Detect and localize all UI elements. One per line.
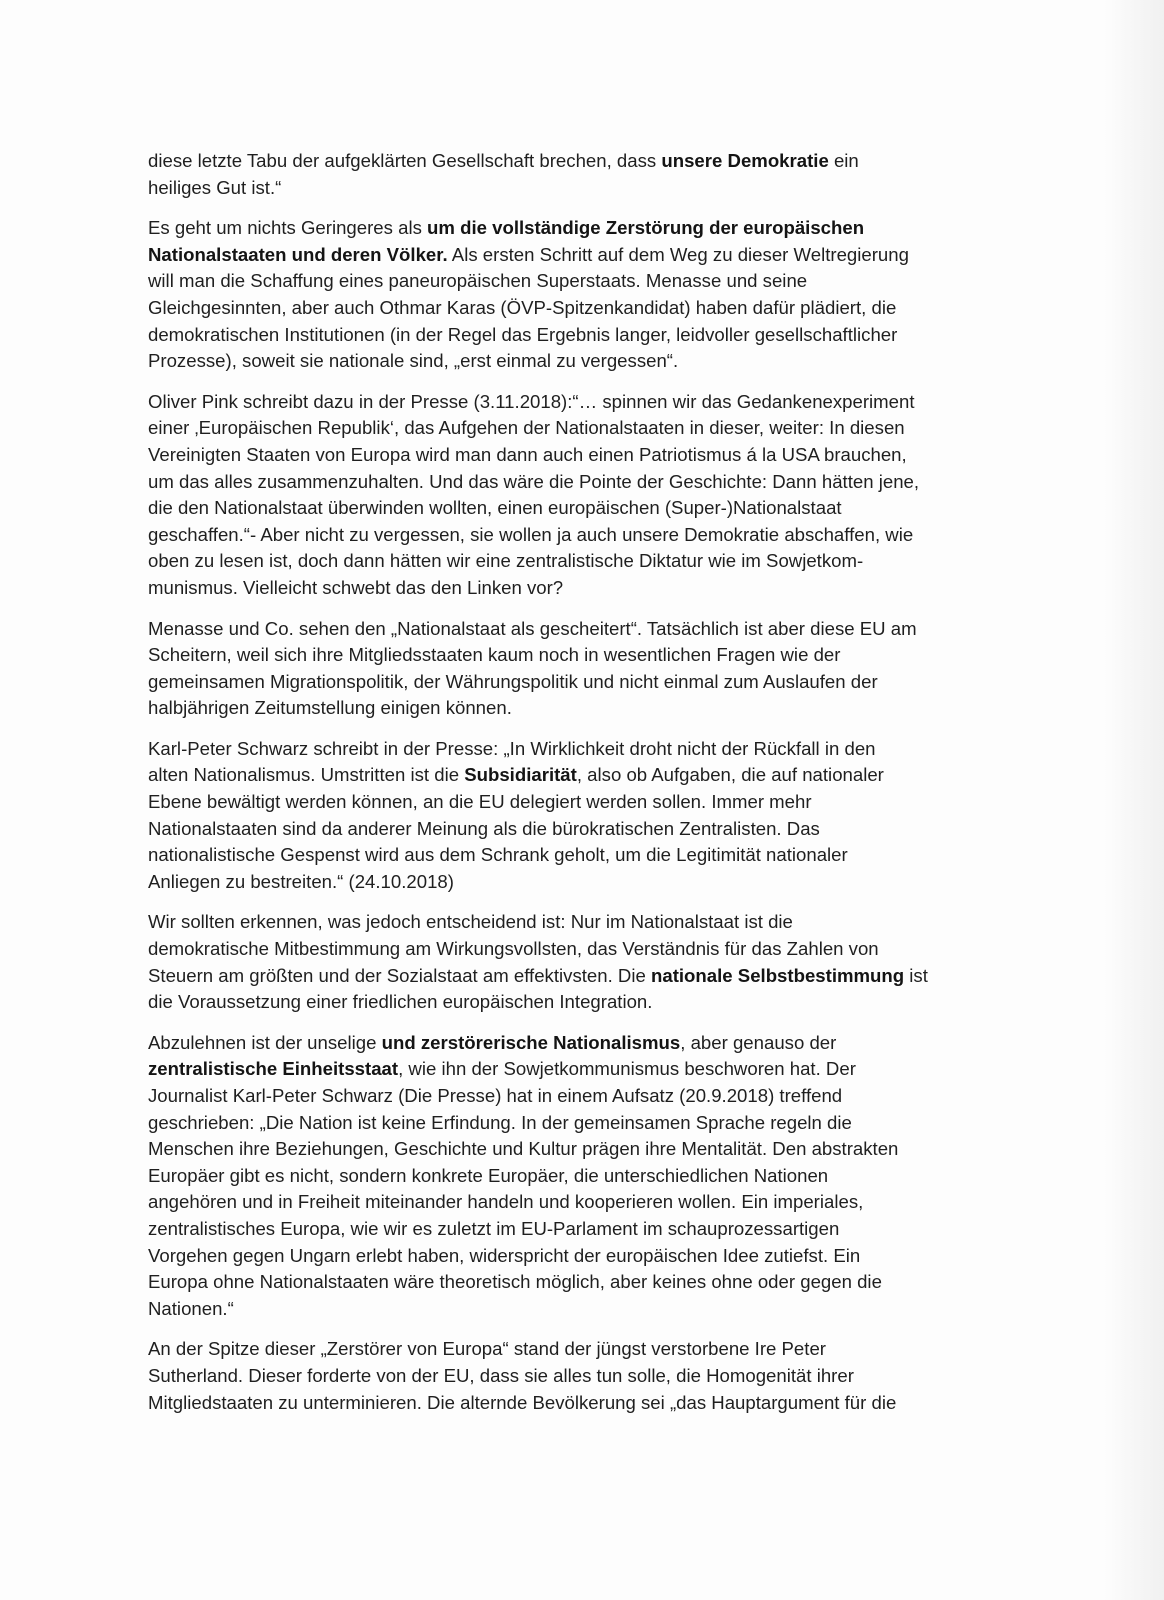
- text-line: [148, 175, 988, 202]
- text-line: [148, 1216, 988, 1243]
- text-segment: , wie ihn der Sowjetkommunismus beschworen hat. Der: [398, 1058, 856, 1080]
- text-segment: angehören und in Freiheit miteinander handeln und kooperieren wollen. Ein imperiales,: [148, 1191, 864, 1213]
- text-segment: Vereinigten Staaten von Europa wird man dann auch einen Patriotismus á la USA brauchen,: [148, 443, 907, 465]
- paragraph: [148, 389, 988, 602]
- text-segment: die den Nationalstaat überwinden wollten, einen europäischen (Super-)Nationalstaat: [148, 497, 842, 519]
- text-segment: alten Nationalismus. Umstritten ist die: [148, 764, 465, 786]
- text-segment: Menschen ihre Beziehungen, Geschichte und Kultur prägen ihre Mentalität. Den abstrakten: [148, 1138, 899, 1160]
- text-line: [148, 989, 988, 1016]
- document-page: [148, 148, 988, 1430]
- text-segment: einer ‚Europäischen Republik‘, das Aufgehen der Nationalstaaten in dieser, weiter: In diesen: [148, 417, 905, 439]
- text-line: [148, 762, 988, 789]
- text-segment: heiliges Gut ist.“: [148, 176, 282, 198]
- text-segment: die Voraussetzung einer friedlichen europäischen Integration.: [148, 991, 653, 1013]
- text-line: [148, 1269, 988, 1296]
- text-line: [148, 669, 988, 696]
- text-segment: Gleichgesinnten, aber auch Othmar Karas (ÖVP-Spitzenkandidat) haben dafür plädiert, die: [148, 296, 897, 318]
- text-segment: demokratische Mitbestimmung am Wirkungsvollsten, das Verständnis für das Zahlen von: [148, 938, 879, 960]
- bold-text: unsere Demokratie: [661, 150, 829, 171]
- text-line: [148, 1189, 988, 1216]
- text-segment: demokratischen Institutionen (in der Regel das Ergebnis langer, leidvoller gesellschaftlicher: [148, 323, 898, 345]
- text-segment: Nationalstaaten sind da anderer Meinung als die bürokratischen Zentralisten. Das: [148, 817, 820, 839]
- text-segment: Menasse und Co. sehen den „Nationalstaat als gescheitert“. Tatsächlich ist aber diese EU am: [148, 617, 917, 639]
- text-line: [148, 842, 988, 869]
- text-segment: diese letzte Tabu der aufgeklärten Gesellschaft brechen, dass: [148, 150, 662, 171]
- text-segment: Anliegen zu bestreiten.“ (24.10.2018): [148, 870, 454, 892]
- text-line: [148, 1056, 988, 1083]
- text-line: [148, 322, 988, 349]
- text-segment: Steuern am größten und der Sozialstaat am effektivsten. Die: [148, 964, 651, 986]
- paragraph: [148, 148, 988, 201]
- paragraph: [148, 616, 988, 722]
- paragraph: [148, 736, 988, 896]
- text-segment: , aber genauso der: [680, 1031, 837, 1053]
- text-line: [148, 1030, 988, 1057]
- paragraph: [148, 909, 988, 1015]
- paragraph: [148, 215, 988, 375]
- text-line: [148, 1296, 988, 1323]
- text-line: [148, 415, 988, 442]
- text-line: [148, 469, 988, 496]
- text-line: [148, 1363, 988, 1390]
- bold-text: Nationalstaaten und deren Völker.: [148, 243, 448, 265]
- paragraph: [148, 1336, 988, 1416]
- text-segment: Oliver Pink schreibt dazu in der Presse (3.11.2018):“… spinnen wir das Gedankenexperiment: [148, 390, 915, 412]
- text-segment: Karl-Peter Schwarz schreibt in der Presse: „In Wirklichkeit droht nicht der Rückfall in den: [148, 737, 876, 759]
- text-segment: Mitgliedstaaten zu unterminieren. Die alternde Bevölkerung sei „das Hauptargument für die: [148, 1391, 897, 1413]
- text-line: [148, 268, 988, 295]
- text-line: [148, 1336, 988, 1363]
- text-line: [148, 1390, 988, 1417]
- text-line: [148, 1110, 988, 1137]
- text-line: [148, 963, 988, 990]
- text-segment: An der Spitze dieser „Zerstörer von Europa“ stand der jüngst verstorbene Ire Peter: [148, 1338, 826, 1360]
- text-line: [148, 495, 988, 522]
- text-line: [148, 348, 988, 375]
- text-segment: zentralistisches Europa, wie wir es zuletzt im EU-Parlament im schauprozessartigen: [148, 1217, 840, 1239]
- text-segment: Journalist Karl-Peter Schwarz (Die Presse) hat in einem Aufsatz (20.9.2018) treffend: [148, 1085, 843, 1106]
- bold-text: und zerstörerische Nationalismus: [381, 1031, 681, 1053]
- text-segment: Europäer gibt es nicht, sondern konkrete Europäer, die unterschiedlichen Nationen: [148, 1164, 829, 1186]
- text-segment: Vorgehen gegen Ungarn erlebt haben, widerspricht der europäischen Idee zutiefst. Ein: [148, 1244, 861, 1266]
- text-segment: munismus. Vielleicht schwebt das den Linken vor?: [148, 576, 564, 598]
- text-line: [148, 389, 988, 416]
- text-line: [148, 1136, 988, 1163]
- text-segment: gemeinsamen Migrationspolitik, der Währungspolitik und nicht einmal zum Auslaufen der: [148, 670, 878, 692]
- text-line: [148, 616, 988, 643]
- text-line: [148, 575, 988, 602]
- text-line: [148, 909, 988, 936]
- text-line: [148, 936, 988, 963]
- text-segment: Europa ohne Nationalstaaten wäre theoretisch möglich, aber keines ohne oder gegen die: [148, 1271, 882, 1293]
- text-line: [148, 522, 988, 549]
- text-segment: nationalistische Gespenst wird aus dem Schrank geholt, um die Legitimität nationaler: [148, 844, 848, 866]
- text-line: [148, 642, 988, 669]
- text-segment: Es geht um nichts Geringeres als: [148, 217, 428, 239]
- scan-edge-shadow: [1104, 0, 1164, 1600]
- text-line: [148, 816, 988, 843]
- bold-text: nationale Selbstbestimmung: [651, 964, 905, 986]
- text-line: [148, 215, 988, 242]
- text-line: [148, 242, 988, 269]
- text-segment: Abzulehnen ist der unselige: [148, 1031, 382, 1053]
- text-line: [148, 442, 988, 469]
- text-line: [148, 1083, 988, 1110]
- paragraph: [148, 1030, 988, 1323]
- text-segment: um das alles zusammenzuhalten. Und das wäre die Pointe der Geschichte: Dann hätten jene,: [148, 470, 920, 492]
- text-segment: Als ersten Schritt auf dem Weg zu dieser Weltregierung: [447, 243, 909, 265]
- text-segment: Wir sollten erkennen, was jedoch entscheidend ist: Nur im Nationalstaat ist die: [148, 911, 793, 933]
- text-line: [148, 295, 988, 322]
- text-line: [148, 789, 988, 816]
- text-line: [148, 1163, 988, 1190]
- bold-text: zentralistische Einheitsstaat: [148, 1058, 399, 1080]
- text-segment: geschaffen.“- Aber nicht zu vergessen, sie wollen ja auch unsere Demokratie abschaffen, wie: [148, 523, 914, 545]
- text-segment: Sutherland. Dieser forderte von der EU, dass sie alles tun solle, die Homogenität ihrer: [148, 1364, 854, 1386]
- bold-text: Subsidiarität: [464, 764, 577, 786]
- text-line: [148, 148, 988, 175]
- text-segment: ein: [828, 150, 859, 171]
- text-line: [148, 736, 988, 763]
- text-segment: Ebene bewältigt werden können, an die EU delegiert werden sollen. Immer mehr: [148, 791, 812, 813]
- text-segment: halbjährigen Zeitumstellung einigen können.: [148, 697, 512, 719]
- text-segment: Prozesse), soweit sie nationale sind, „erst einmal zu vergessen“.: [148, 350, 679, 372]
- text-segment: oben zu lesen ist, doch dann hätten wir eine zentralistische Diktatur wie im Sowjetkom-: [148, 550, 864, 572]
- text-line: [148, 548, 988, 575]
- text-segment: geschrieben: „Die Nation ist keine Erfindung. In der gemeinsamen Sprache regeln die: [148, 1111, 852, 1133]
- bold-text: um die vollständige Zerstörung der europäischen: [427, 217, 865, 239]
- text-segment: Nationen.“: [148, 1297, 234, 1319]
- text-segment: , also ob Aufgaben, die auf nationaler: [576, 764, 884, 786]
- text-line: [148, 869, 988, 896]
- text-segment: will man die Schaffung eines paneuropäischen Superstaats. Menasse und seine: [148, 270, 808, 292]
- text-segment: ist: [904, 964, 928, 986]
- text-line: [148, 695, 988, 722]
- text-segment: Scheitern, weil sich ihre Mitgliedsstaaten kaum noch in wesentlichen Fragen wie der: [148, 644, 841, 666]
- text-line: [148, 1243, 988, 1270]
